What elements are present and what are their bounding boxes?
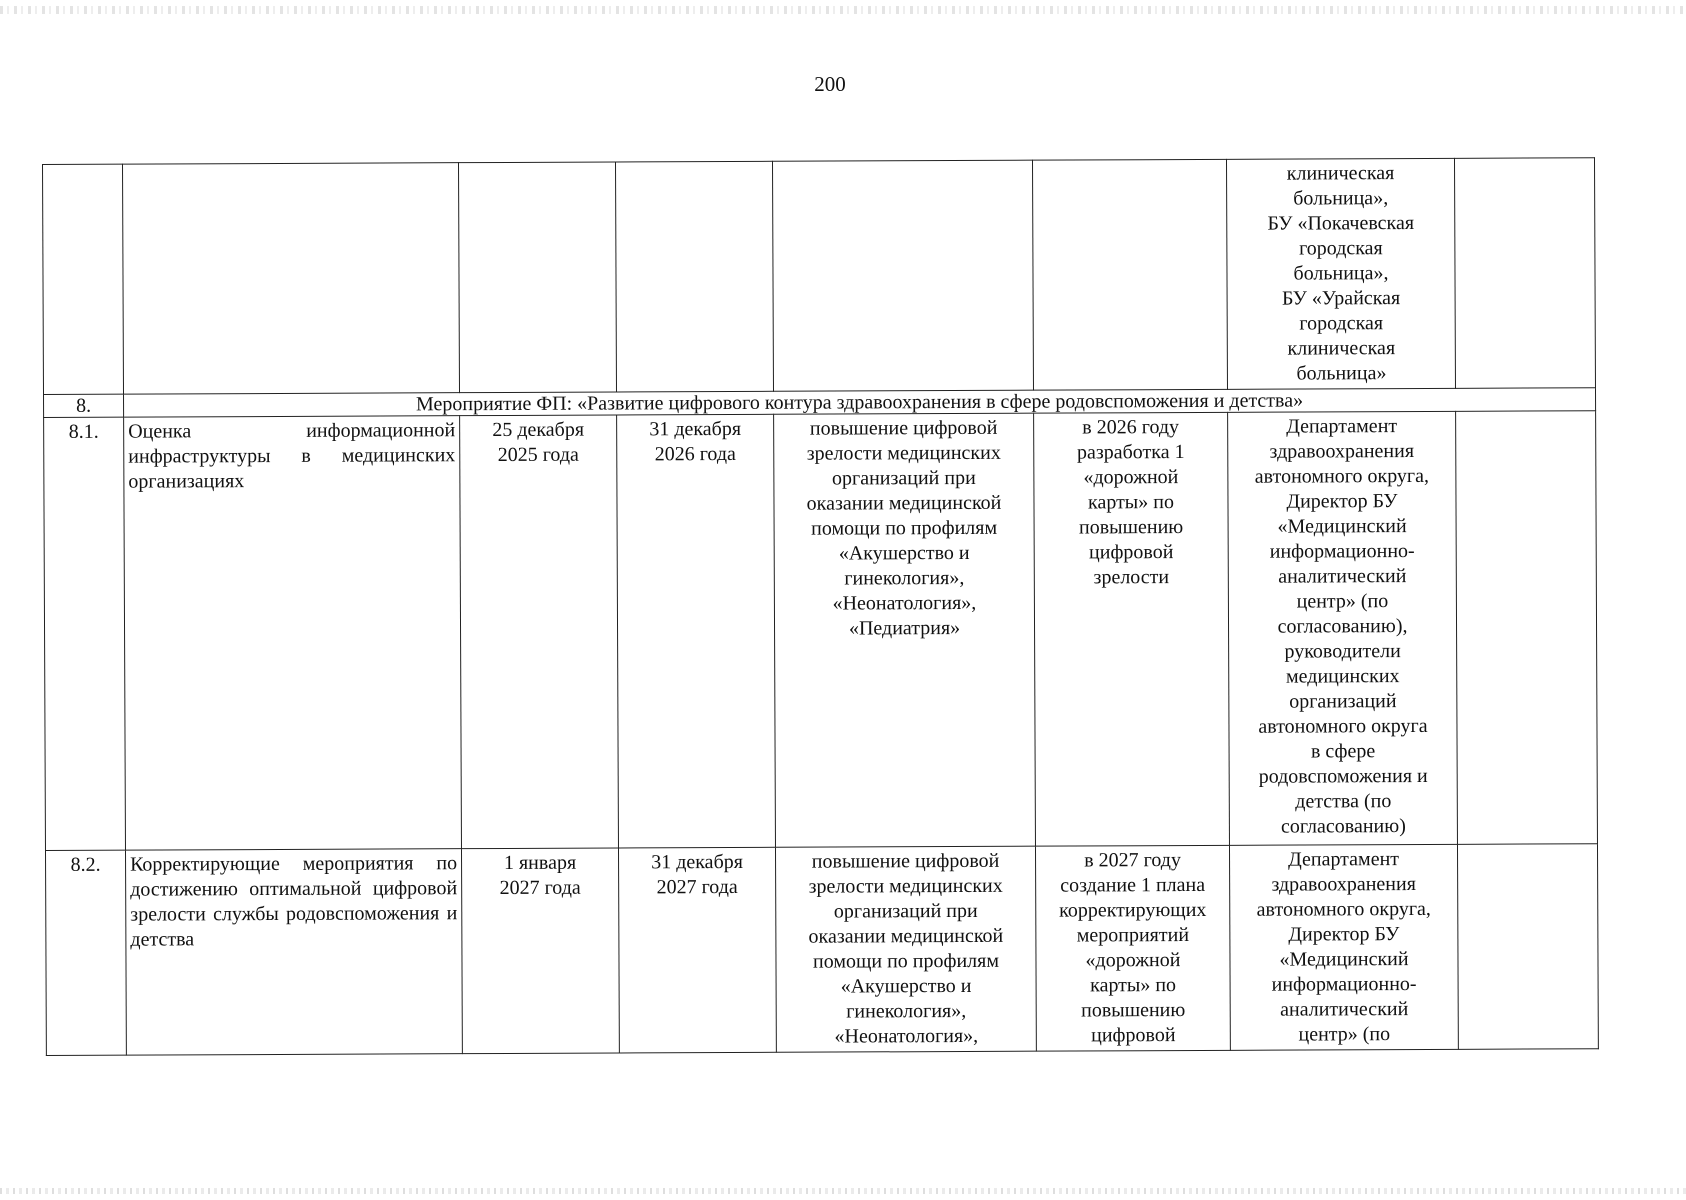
- result-line: «Неонатология»,: [834, 1024, 979, 1048]
- row-indicator: [1035, 845, 1230, 1051]
- responsible-line: аналитический: [1280, 998, 1409, 1021]
- responsible-line: детства (по: [1295, 790, 1392, 813]
- table-row: [44, 411, 1598, 851]
- responsible-line: БУ «Урайская: [1281, 287, 1401, 310]
- responsible-line: БУ «Покачевская: [1267, 212, 1415, 235]
- result-line: зрелости медицинских: [808, 874, 1003, 898]
- date-line: 31 декабря: [651, 850, 743, 874]
- table-row: [45, 844, 1598, 1056]
- scan-edge-bottom: [0, 1188, 1686, 1194]
- responsible-line: клиническая: [1287, 337, 1396, 360]
- indicator-line: повышению: [1078, 516, 1184, 539]
- date-line: 31 декабря: [649, 417, 742, 441]
- indicator-line: мероприятий: [1076, 924, 1190, 947]
- row-result: [775, 846, 1036, 1052]
- date-line: 1 января: [503, 851, 577, 874]
- result-line: гинекология»,: [846, 999, 967, 1023]
- date-line: 2027 года: [499, 876, 581, 900]
- responsible-line: городская: [1299, 312, 1384, 335]
- result-line: «Акушерство и: [840, 974, 972, 998]
- responsible-line: городская: [1298, 237, 1383, 260]
- responsible-line: согласованию),: [1277, 615, 1408, 638]
- responsible-line: больница»: [1296, 362, 1387, 385]
- row-responsible: [1228, 411, 1458, 845]
- responsible-line: здравоохранения: [1271, 873, 1416, 896]
- result-line: оказании медицинской: [806, 491, 1002, 515]
- cell-result: [772, 160, 1033, 391]
- responsible-line: согласованию): [1280, 815, 1406, 838]
- result-line: гинекология»,: [844, 566, 965, 590]
- responsible-line: аналитический: [1278, 565, 1407, 588]
- row-name: Корректирующие мероприятия по достижению оптимальной цифровой зрелости службы родовспоможения и детства: [125, 849, 462, 1055]
- cell-extra: [1456, 411, 1598, 845]
- cell-extra: [1457, 844, 1598, 1050]
- responsible-line: Департамент: [1288, 848, 1400, 871]
- result-line: помощи по профилям: [811, 516, 998, 540]
- cell-indicator: [1032, 159, 1227, 390]
- indicator-line: в 2027 году: [1084, 849, 1181, 872]
- responsible-line: Директор БУ: [1286, 490, 1398, 513]
- responsible-line: руководители: [1284, 640, 1401, 663]
- section-title: Мероприятие ФП: «Развитие цифрового контура здравоохранения в сфере родовспоможения и детства»: [124, 388, 1596, 417]
- result-line: помощи по профилям: [812, 949, 1000, 973]
- indicator-line: «дорожной: [1083, 466, 1179, 489]
- date-line: 2025 года: [497, 443, 579, 467]
- responsible-line: организаций: [1289, 690, 1397, 713]
- responsible-line: больница»,: [1293, 187, 1389, 210]
- row-name: Оценка информационной инфраструктуры в медицинских организациях: [124, 416, 462, 850]
- responsible-line: здравоохранения: [1269, 440, 1415, 463]
- responsible-line: автономного округа: [1258, 714, 1428, 738]
- row-end-date: [617, 414, 776, 848]
- responsible-line: Департамент: [1286, 415, 1398, 438]
- responsible-line: автономного округа,: [1256, 897, 1431, 921]
- indicator-line: корректирующих: [1059, 898, 1207, 922]
- measures-table: [42, 157, 1599, 1056]
- responsible-line: в сфере: [1310, 740, 1376, 763]
- scan-edge-top: [0, 6, 1686, 14]
- indicator-line: зрелости: [1093, 566, 1170, 589]
- result-line: повышение цифровой: [809, 416, 998, 440]
- row-start-date: [460, 415, 619, 849]
- responsible-line: центр» (по: [1298, 1023, 1391, 1046]
- result-line: организаций при: [833, 899, 978, 923]
- cell-number: [43, 164, 124, 394]
- result-line: «Неонатология»,: [832, 591, 977, 615]
- cell-extra: [1454, 158, 1595, 389]
- indicator-line: карты» по: [1087, 491, 1174, 514]
- row-end-date: [618, 847, 776, 1053]
- result-line: «Акушерство и: [838, 541, 970, 565]
- date-line: 2026 года: [654, 442, 736, 466]
- cell-end: [615, 161, 773, 392]
- indicator-line: карты» по: [1090, 974, 1177, 997]
- indicator-line: в 2026 году: [1082, 416, 1180, 439]
- indicator-line: цифровой: [1088, 541, 1174, 564]
- row-number: 8.2.: [45, 850, 126, 1055]
- responsible-line: родовспоможения и: [1258, 764, 1428, 788]
- responsible-line: информационно-: [1271, 973, 1417, 996]
- section-number: 8.: [44, 394, 124, 417]
- indicator-line: цифровой: [1091, 1024, 1176, 1047]
- indicator-line: «дорожной: [1085, 949, 1181, 972]
- date-line: 2027 года: [656, 875, 738, 899]
- row-result: [774, 413, 1036, 847]
- responsible-line: клиническая: [1286, 162, 1395, 185]
- cell-name: [123, 163, 460, 394]
- responsible-line: автономного округа,: [1254, 464, 1430, 488]
- responsible-line: Директор БУ: [1288, 923, 1400, 946]
- responsible-line: центр» (по: [1296, 590, 1389, 613]
- row-indicator: [1034, 412, 1230, 846]
- result-line: повышение цифровой: [811, 849, 1000, 873]
- responsible-line: «Медицинский: [1277, 515, 1407, 538]
- page-number: 200: [814, 72, 846, 96]
- responsible-line: информационно-: [1269, 540, 1415, 563]
- responsible-line: медицинских: [1285, 665, 1400, 688]
- result-line: организаций при: [831, 466, 976, 490]
- indicator-line: разработка 1: [1076, 441, 1185, 464]
- responsible-line: «Медицинский: [1279, 948, 1409, 971]
- date-line: 25 декабря: [492, 418, 585, 442]
- result-line: зрелости медицинских: [806, 441, 1001, 465]
- responsible-line: больница»,: [1293, 262, 1389, 285]
- cell-responsible: [1226, 158, 1455, 389]
- result-line: «Педиатрия»: [848, 616, 961, 640]
- row-responsible: [1229, 844, 1458, 1050]
- row-number: 8.1.: [44, 417, 126, 850]
- row-start-date: [461, 848, 619, 1054]
- result-line: оказании медицинской: [808, 924, 1004, 948]
- cell-start: [458, 162, 616, 393]
- indicator-line: повышению: [1081, 999, 1186, 1022]
- indicator-line: создание 1 плана: [1060, 873, 1206, 897]
- continuation-row: [43, 158, 1596, 395]
